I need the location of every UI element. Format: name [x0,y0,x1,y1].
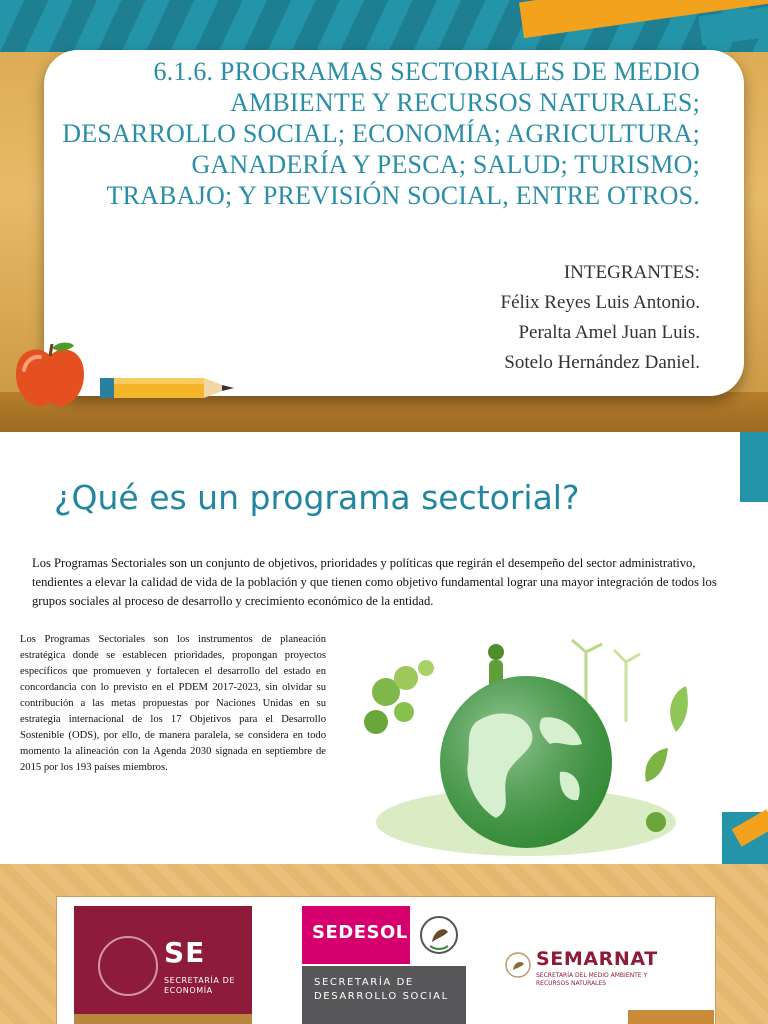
semarnat-subtitle: SECRETARÍA DEL MEDIO AMBIENTE Y RECURSOS NATURALES [536,972,648,987]
member-name: Sotelo Hernández Daniel. [504,352,700,373]
definition-slide [0,432,768,864]
seal-icon [98,936,158,996]
logos-slide [0,864,768,1024]
semarnat-wordmark: SEMARNAT [536,948,658,970]
title-slide [0,0,768,432]
definition-paragraph: Los Programas Sectoriales son un conjunto de objetivos, prioridades y políticas que regirán el desempeño del sector administrativo, tendientes a elevar la calidad de vida de la población y que tienen como objetivo fundamental lograr una mayor integración de todos los grupos sociales al proceso de desarrollo y crecimiento económico de la entidad. [32,556,717,608]
slide-heading: ¿Qué es un programa sectorial? [54,478,580,517]
se-logo [74,906,252,1024]
sedesol-subtitle: SECRETARÍA DE DESARROLLO SOCIAL [314,977,449,1002]
sedesol-wordmark: SEDESOL [312,922,408,943]
description-paragraph: Los Programas Sectoriales son los instrumentos de planeación estratégica donde se establecen prioridades, propongan proyectos específicos que promueven y fortalecen el desarrollo del estado en concordancia con lo previsto en el PDEM 2017-2023, sin olvidar su contribución a las metas propuestas por Naciones Unidas en su estrategia internacional de los 17 Objetivos para el Desarrollo Sostenible (ODS), por ello, de manera paralela, se considera en todo momento la alineación con la Agenda 2030 signada en septiembre de 2015 por los 193 países miembros. [20,634,326,773]
se-full-name: SECRETARÍA DE ECONOMÍA [164,976,236,995]
sedesol-logo [302,906,466,1024]
eagle-seal-icon [418,912,460,958]
members-block [360,258,700,378]
member-name: Félix Reyes Luis Antonio. [500,292,700,313]
slide-title: 6.1.6. PROGRAMAS SECTORIALES DE MEDIO AMBIENTE Y RECURSOS NATURALES; DESARROLLO SOCIAL; ECONOMÍA; AGRICULTURA; GANADERÍA Y PESCA; SALUD; TURISMO; TRABAJO; Y PREVISIÓN SOCIAL, ENTRE OTROS. [62,57,700,210]
partial-logo [628,1010,714,1024]
member-name: Peralta Amel Juan Luis. [518,322,700,343]
pencil-icon [100,374,240,402]
members-label: INTEGRANTES: [563,262,700,283]
semarnat-logo [500,934,680,994]
apple-icon [10,340,90,410]
eagle-seal-icon [504,950,532,980]
partial-logo [74,1014,252,1024]
teal-ribbon [740,432,768,502]
se-abbreviation: SE [164,936,206,969]
green-globe-image [346,632,720,864]
